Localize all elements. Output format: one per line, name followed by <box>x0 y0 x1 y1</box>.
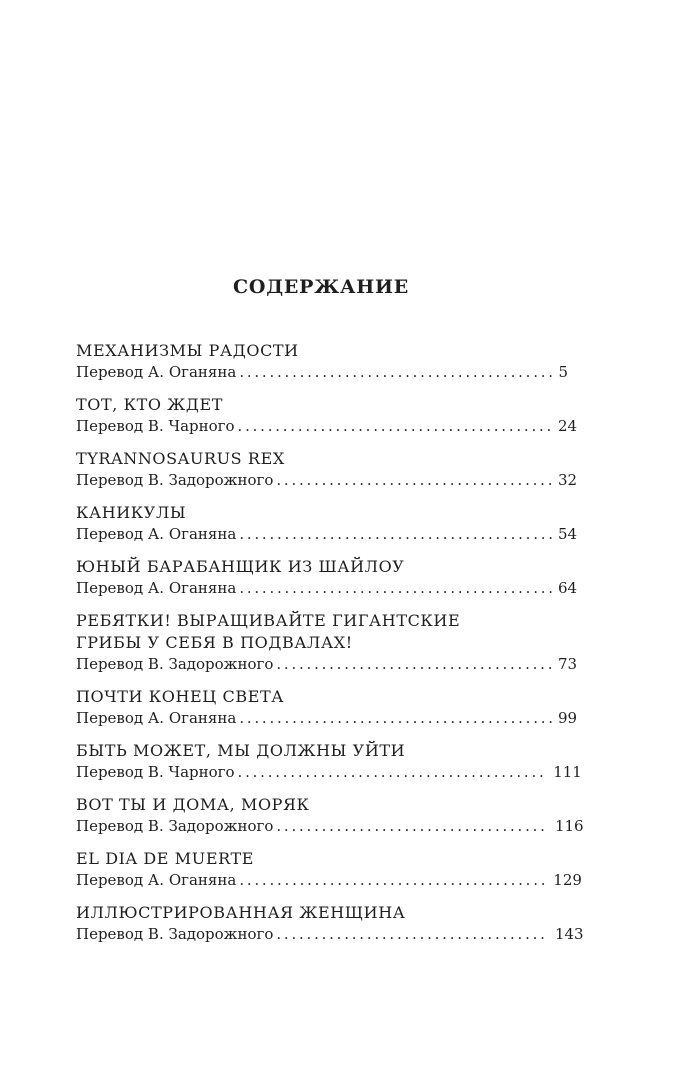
toc-entry <box>76 556 578 599</box>
table-of-contents <box>76 340 584 956</box>
toc-entry <box>76 502 578 545</box>
translator-credit: Перевод В. Задорожного <box>76 655 274 673</box>
story-title: EL DIA DE MUERTE <box>76 849 255 868</box>
translator-credit: Перевод А. Оганяна <box>76 871 237 889</box>
dot-leader <box>276 924 549 945</box>
dot-leader <box>239 708 552 729</box>
toc-row <box>76 578 578 599</box>
page-number: 54 <box>558 525 578 543</box>
page-number: 111 <box>553 763 582 781</box>
story-title: ИЛЛЮСТРИРОВАННАЯ ЖЕНЩИНА <box>76 903 406 922</box>
translator-credit: Перевод В. Чарного <box>76 417 235 435</box>
translator-credit: Перевод В. Задорожного <box>76 471 274 489</box>
toc-row <box>76 708 578 729</box>
story-title: TYRANNOSAURUS REX <box>76 449 285 468</box>
toc-row <box>76 762 582 783</box>
translator-credit: Перевод А. Оганяна <box>76 525 237 543</box>
toc-row <box>76 470 578 491</box>
toc-heading: СОДЕРЖАНИЕ <box>232 276 410 298</box>
dot-leader <box>238 416 552 437</box>
page-number: 32 <box>558 471 578 489</box>
dot-leader <box>238 762 548 783</box>
story-title: БЫТЬ МОЖЕТ, МЫ ДОЛЖНЫ УЙТИ <box>76 741 406 760</box>
story-title: КАНИКУЛЫ <box>76 503 187 522</box>
toc-entry <box>76 686 578 729</box>
toc-row <box>76 924 584 945</box>
toc-row <box>76 816 584 837</box>
story-title: ПОЧТИ КОНЕЦ СВЕТА <box>76 687 284 706</box>
toc-row <box>76 416 578 437</box>
page-number: 5 <box>558 363 568 381</box>
toc-entry <box>76 340 568 383</box>
translator-credit: Перевод В. Задорожного <box>76 817 274 835</box>
story-title: ЮНЫЙ БАРАБАНЩИК ИЗ ШАЙЛОУ <box>76 557 405 576</box>
story-title: ТОТ, КТО ЖДЕТ <box>76 395 224 414</box>
page-number: 99 <box>558 709 578 727</box>
dot-leader <box>276 470 552 491</box>
toc-entry <box>76 448 578 491</box>
toc-row <box>76 870 582 891</box>
story-title: МЕХАНИЗМЫ РАДОСТИ <box>76 341 299 360</box>
translator-credit: Перевод В. Чарного <box>76 763 235 781</box>
toc-entry <box>76 902 584 945</box>
page-number: 24 <box>557 417 578 435</box>
page-number: 129 <box>553 871 582 889</box>
dot-leader <box>276 654 552 675</box>
page-number: 143 <box>554 925 584 943</box>
translator-credit: Перевод А. Оганяна <box>76 363 237 381</box>
toc-row <box>76 524 578 545</box>
translator-credit: Перевод А. Оганяна <box>76 709 237 727</box>
translator-credit: Перевод В. Задорожного <box>76 925 274 943</box>
story-title: ВОТ ТЫ И ДОМА, МОРЯК <box>76 795 310 814</box>
toc-entry <box>76 394 578 437</box>
page-number: 64 <box>558 579 578 597</box>
dot-leader <box>276 816 549 837</box>
page-number: 73 <box>558 655 578 673</box>
translator-credit: Перевод А. Оганяна <box>76 579 237 597</box>
toc-entry <box>76 610 578 675</box>
toc-entry <box>76 794 584 837</box>
dot-leader <box>239 870 547 891</box>
story-title: РЕБЯТКИ! ВЫРАЩИВАЙТЕ ГИГАНТСКИЕ ГРИБЫ У СЕБЯ В ПОДВАЛАХ! <box>76 611 461 652</box>
toc-row <box>76 362 568 383</box>
dot-leader <box>239 362 552 383</box>
toc-row <box>76 654 578 675</box>
page-number: 116 <box>554 817 584 835</box>
dot-leader <box>239 578 552 599</box>
toc-entry <box>76 848 582 891</box>
toc-entry <box>76 740 582 783</box>
dot-leader <box>239 524 552 545</box>
